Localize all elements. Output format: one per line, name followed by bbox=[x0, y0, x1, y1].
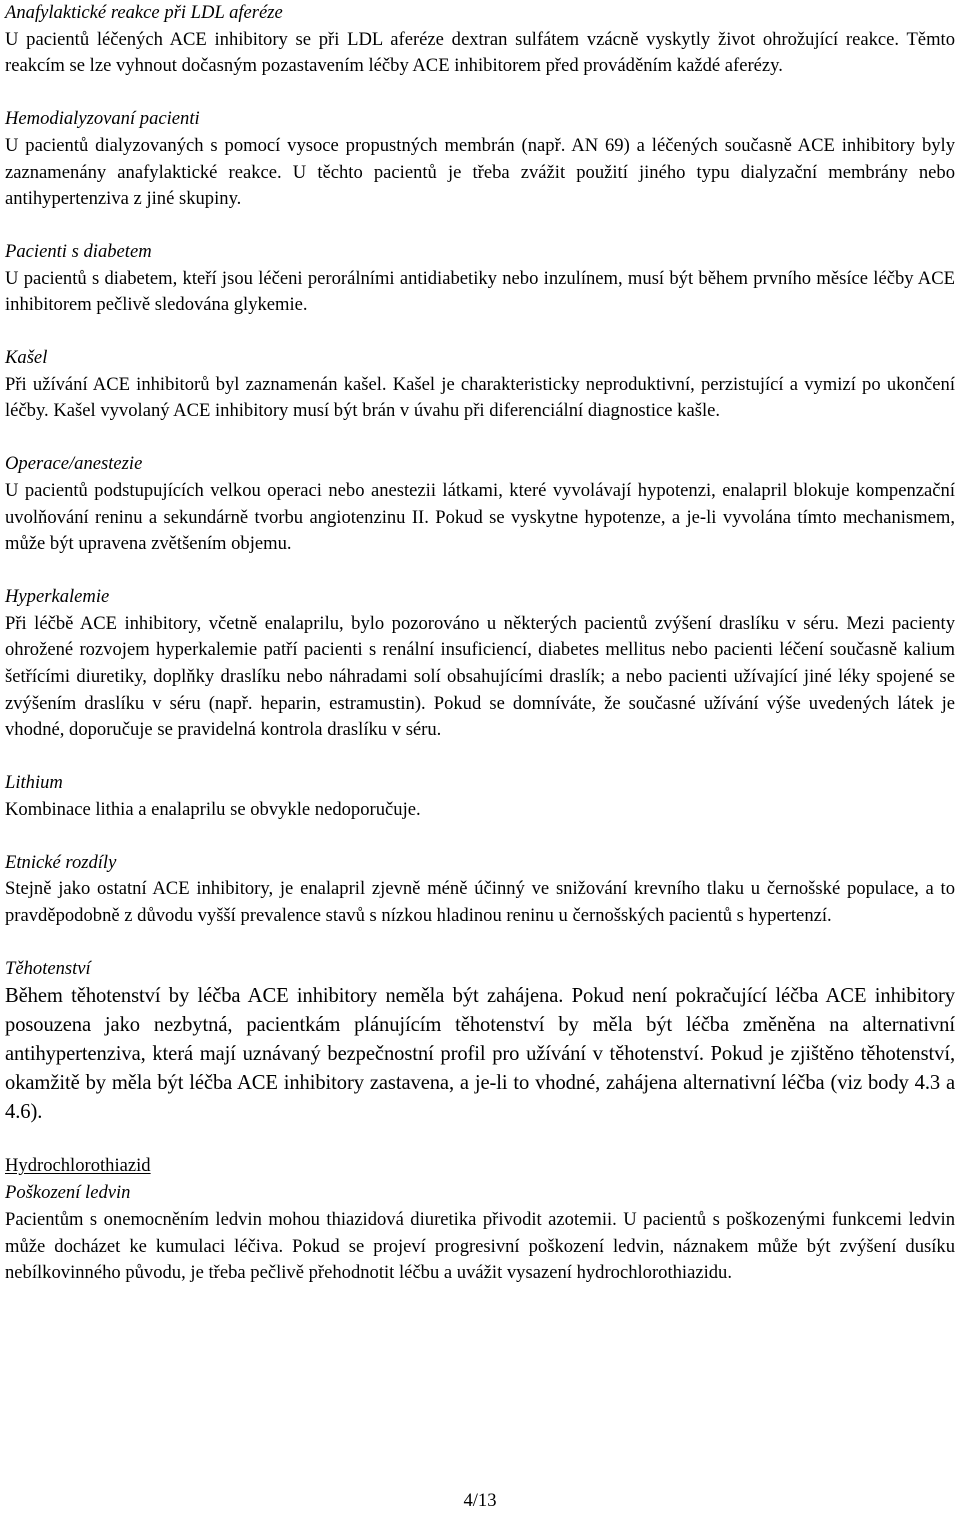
section-body: U pacientů léčených ACE inhibitory se při LDL aferéze dextran sulfátem vzácně vyskytly život ohrožující reakce. Těmto reakcím se lze vyhnout dočasným pozastavením léčby ACE inhibitorem před prováděním každé aferézy. bbox=[5, 28, 955, 77]
section-heading: Anafylaktické reakce při LDL aferéze bbox=[5, 2, 283, 23]
section-heading: Hyperkalemie bbox=[5, 585, 110, 607]
document-page bbox=[5, 0, 955, 1287]
section-hemodialyzovani bbox=[5, 106, 955, 213]
section-kasel bbox=[5, 345, 955, 425]
section-body: U pacientů dialyzovaných s pomocí vysoce propustných membrán (např. AN 69) a léčených současně ACE inhibitory byly zaznamenány anafylaktické reakce. U těchto pacientů je třeba zvážit použití jiného typu dialyzační membrány nebo antihypertenziva z jiné skupiny. bbox=[5, 134, 955, 210]
page-number: 4/13 bbox=[463, 1490, 497, 1511]
section-body: Kombinace lithia a enalaprilu se obvykle nedoporučuje. bbox=[5, 798, 421, 820]
section-heading: Poškození ledvin bbox=[5, 1182, 131, 1204]
section-heading: Kašel bbox=[5, 347, 48, 369]
section-anafylakticke-reakce bbox=[5, 0, 955, 80]
section-diabetes bbox=[5, 239, 955, 319]
section-body: U pacientů podstupujících velkou operaci nebo anestezii látkami, které vyvolávají hypotenzi, enalapril blokuje kompenzační uvolňování reninu a sekundárně tvorbu angiotenzinu II. Pokud se vyskytne hypotenze, a je-li vyvolána tímto mechanismem, může být upravena zvětšením objemu. bbox=[5, 479, 955, 555]
section-operace bbox=[5, 451, 955, 558]
section-heading: Lithium bbox=[5, 772, 63, 794]
section-heading: Etnické rozdíly bbox=[5, 851, 117, 873]
section-hydrochlorothiazid bbox=[5, 1153, 955, 1287]
section-body: Pacientům s onemocněním ledvin mohou thiazidová diuretika přivodit azotemii. U pacientů s poškozenými funkcemi ledvin může docházet ke kumulaci léčiva. Pokud se projeví progresivní poškození ledvin, náznakem může být zvýšení dusíku nebílkovinného původu, je třeba pečlivě přehodnotit léčbu a uvážit vysazení hydrochlorothiazidu. bbox=[5, 1208, 955, 1284]
section-heading: Těhotenství bbox=[5, 957, 91, 979]
section-heading: Hemodialyzovaní pacienti bbox=[5, 108, 200, 130]
section-etnicke-rozdily bbox=[5, 850, 955, 930]
section-title: Hydrochlorothiazid bbox=[5, 1155, 151, 1177]
section-heading: Operace/anestezie bbox=[5, 453, 143, 475]
section-body: Během těhotenství by léčba ACE inhibitory neměla být zahájena. Pokud není pokračující léčba ACE inhibitory posouzena jako nezbytná, pacientkám plánujícím těhotenství by měla být léčba změněna na alternativní antihypertenziva, která mají uznávaný bezpečnostní profil pro užívání v těhotenství. Pokud je zjištěno těhotenství, okamžitě by měla být léčba ACE inhibitory zastavena, a je-li to vhodné, zahájena alternativní léčba (viz body 4.3 a 4.6). bbox=[5, 985, 955, 1124]
section-heading: Pacienti s diabetem bbox=[5, 240, 152, 262]
section-body: Při užívání ACE inhibitorů byl zaznamenán kašel. Kašel je charakteristicky neproduktivní, perzistující a vymizí po ukončení léčby. Kašel vyvolaný ACE inhibitory musí být brán v úvahu při diferenciální diagnostice kašle. bbox=[5, 373, 955, 422]
section-body: Při léčbě ACE inhibitory, včetně enalaprilu, bylo pozorováno u některých pacientů zvýšení draslíku v séru. Mezi pacienty ohrožené rozvojem hyperkalemie patří pacienti s renální insuficiencí, diabetes mellitus nebo pacienti léčení současně kalium šetřícími diuretiky, doplňky draslíku nebo náhradami solí obsahujícími draslík; a nebo pacienti užívající jiné léky spojené se zvýšením draslíku v séru (např. heparin, estramustin). Pokud se domníváte, že současné užívání výše uvedených látek je vhodné, doporučuje se pravidelná kontrola draslíku v séru. bbox=[5, 612, 955, 741]
section-lithium bbox=[5, 770, 955, 823]
section-tehotenstvi bbox=[5, 956, 955, 1128]
section-hyperkalemie bbox=[5, 584, 955, 744]
section-body: Stejně jako ostatní ACE inhibitory, je enalapril zjevně méně účinný ve snižování krevního tlaku u černošské populace, a to pravděpodobně z důvodu vyšší prevalence stavů s nízkou hladinou reninu u černošských pacientů s hypertenzí. bbox=[5, 878, 955, 926]
section-body: U pacientů s diabetem, kteří jsou léčeni perorálními antidiabetiky nebo inzulínem, musí být během prvního měsíce léčby ACE inhibitorem pečlivě sledována glykemie. bbox=[5, 267, 955, 316]
